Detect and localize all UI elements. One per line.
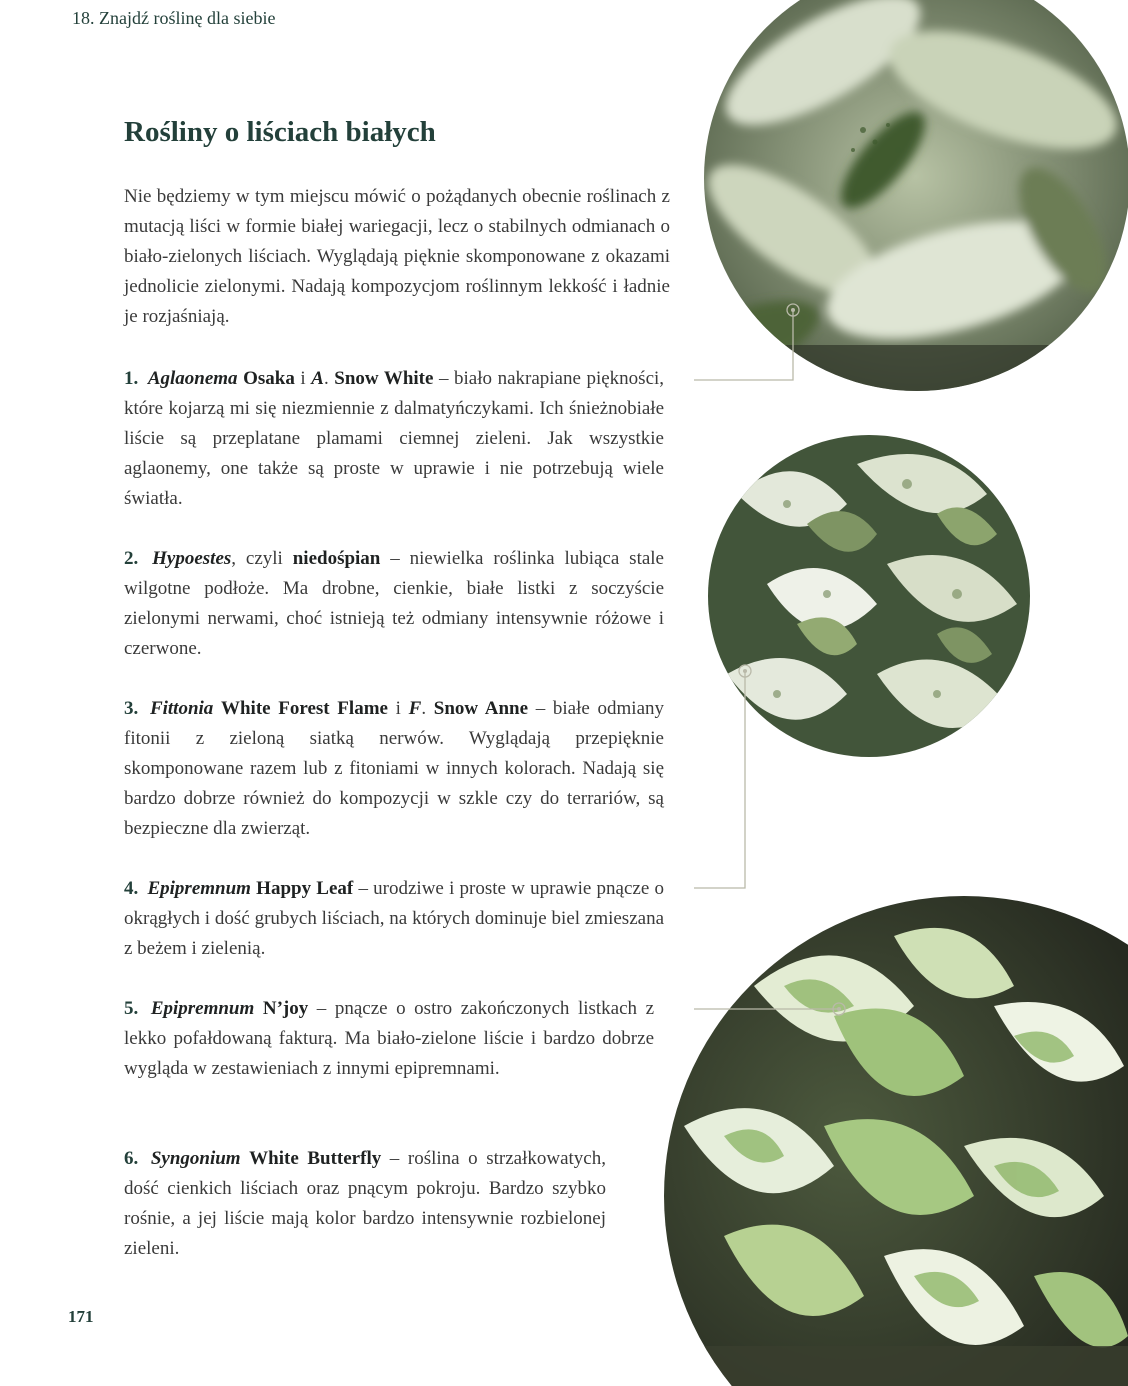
separator: , czyli [231,548,293,569]
plant-genus: Epipremnum [150,998,255,1019]
item-description: – pnącze o ostro zakończonych listkach z lekko pofałdowaną fakturą. Ma biało-zielone liście i bardzo dobrze wygląda w zestawieniach z innymi epipremnami. [124,998,655,1079]
plant-genus-abbr: F [408,698,422,719]
hypoestes-photo [707,434,1031,758]
plant-genus: Hypoestes [152,548,232,569]
aglaonema-photo [703,0,1128,392]
plant-cultivar: Happy Leaf [256,878,354,899]
item-number: 1. [124,368,139,389]
plant-cultivar: White Butterfly [249,1148,382,1169]
plant-item-4 [124,874,664,964]
item-number: 2. [124,548,139,569]
epipremnum-photo [664,896,1128,1386]
item-description: – roślina o strzałkowatych, dość cienkich liściach oraz pnącym pokroju. Bardzo szybko rośnie, a jej liście mają kolor bardzo intensywnie rozbielonej zieleni. [124,1148,606,1259]
plant-item-6 [124,1144,606,1264]
plant-genus: Fittonia [149,698,214,719]
item-number: 3. [124,698,139,719]
running-head: 18. Znajdź roślinę dla siebie [72,8,276,28]
plant-genus-abbr: A [311,368,324,389]
item-number: 6. [124,1148,139,1169]
separator: . [421,698,434,719]
plant-genus: Epipremnum [147,878,251,899]
separator [241,1148,250,1169]
item-description: – niewielka roślinka lubiąca stale wilgotne podłoże. Ma drobne, cienkie, białe listki z soczyście zielonymi nerwami, choć istnieją też odmiany intensywnie różowe i czerwone. [124,548,664,659]
item-description: – biało nakrapiane piękności, które kojarzą mi się niezmiennie z dalmatyńczykami. Ich śnieżnobiałe liście są przeplatane plamami ciemnej zieleni. Jak wszystkie aglaonemy, one także są proste w uprawie i nie potrzebują wiele światła. [124,368,665,509]
separator: i [294,368,312,389]
plant-cultivar: White Forest Flame [220,698,388,719]
plant-cultivar: Osaka [243,368,295,389]
separator: . [323,368,335,389]
page-number: 171 [68,1307,94,1326]
intro-paragraph: Nie będziemy w tym miejscu mówić o pożądanych obecnie roślinach z mutacją liści w formie białej wariegacji, lecz o stabilnych odmianach o biało-zielonych liściach. Wyglądają pięknie skomponowane z okazami jednolicie zielonymi. Nadają kompozycjom roślinnym lekkość i ładnie je rozjaśniają. [124,186,670,327]
item-number: 5. [124,998,139,1019]
item-description: – urodziwe i proste w uprawie pnącze o okrągłych i dość grubych liściach, na których dominuje biel zmieszana z beżem i zielenią. [124,878,664,959]
plant-item-3 [124,694,664,844]
plant-item-2 [124,544,664,664]
item-description: – białe odmiany fitonii z zieloną siatką nerwów. Wyglądają przepięknie skomponowane razem lub z fitoniami w innych kolorach. Nadają się bardzo dobrze również do kompozycji w szkle czy do terrariów, są bezpieczne dla zwierząt. [124,698,664,839]
plant-item-1 [124,364,664,514]
plant-cultivar: Snow White [334,368,434,389]
separator: i [387,698,409,719]
plant-cultivar: Snow Anne [433,698,529,719]
plant-common-name: niedośpian [292,548,381,569]
separator [213,698,221,719]
plant-genus: Aglaonema [147,368,238,389]
section-title: Rośliny o liściach białych [124,116,436,148]
separator [254,998,263,1019]
item-number: 4. [124,878,139,899]
plant-cultivar: N’joy [262,998,309,1019]
plant-genus: Syngonium [150,1148,241,1169]
plant-item-5 [124,994,654,1084]
